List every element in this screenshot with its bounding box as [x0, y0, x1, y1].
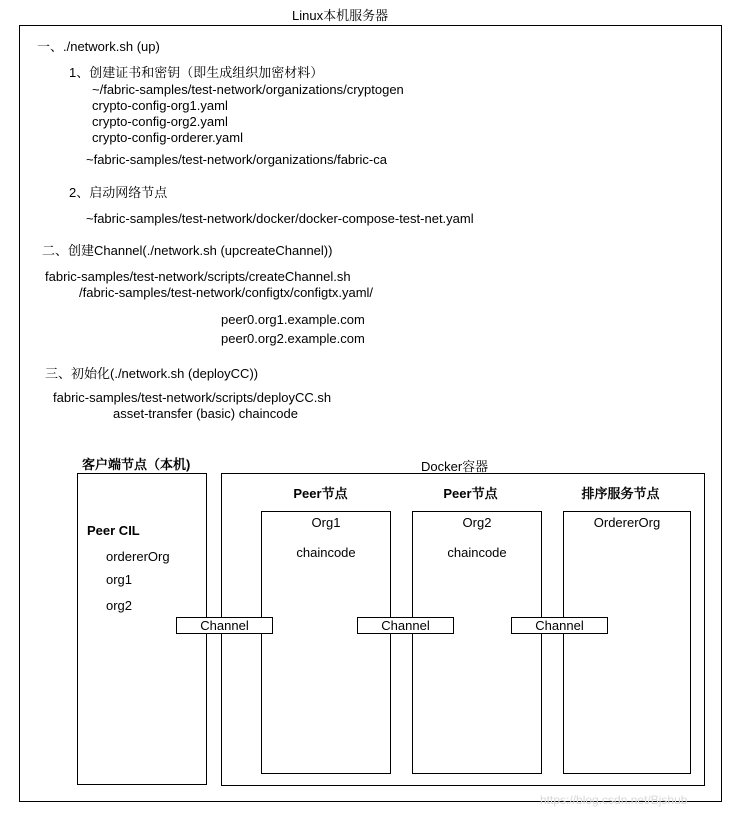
orderer-node-title: 排序服务节点 — [581, 486, 660, 501]
step-two-heading: 二、创建Channel(./network.sh (upcreateChannel)) — [42, 243, 333, 258]
crypto-config-org1: crypto-config-org1.yaml — [92, 98, 228, 113]
peer-node-org2-org: Org2 — [462, 515, 492, 530]
channel-org1-org2: Channel — [357, 617, 454, 634]
configtx-path: /fabric-samples/test-network/configtx/configtx.yaml/ — [79, 285, 374, 300]
peer-node-org2-title: Peer节点 — [443, 486, 498, 501]
cryptogen-path: ~/fabric-samples/test-network/organizations/cryptogen — [92, 82, 404, 97]
peer-node-org1-org: Org1 — [311, 515, 341, 530]
peer-node-org1-chaincode: chaincode — [296, 545, 356, 560]
step-three-heading: 三、初始化(./network.sh (deployCC)) — [45, 366, 259, 381]
channel-org2-orderer: Channel — [511, 617, 608, 634]
docker-title: Docker容器 — [421, 459, 489, 474]
client-item-org2: org2 — [106, 598, 133, 613]
orderer-node-org: OrdererOrg — [593, 515, 661, 530]
peer0-org1: peer0.org1.example.com — [221, 312, 365, 327]
peer-node-org2-chaincode: chaincode — [447, 545, 507, 560]
step-one-sub2-heading: 2、启动网络节点 — [69, 185, 168, 200]
client-item-ordererorg: ordererOrg — [106, 549, 170, 564]
crypto-config-orderer: crypto-config-orderer.yaml — [92, 130, 243, 145]
step-one-sub1-heading: 1、创建证书和密钥（即生成组织加密材料） — [69, 65, 324, 80]
docker-compose-path: ~fabric-samples/test-network/docker/docker-compose-test-net.yaml — [86, 211, 474, 226]
fabric-ca-path: ~fabric-samples/test-network/organizations/fabric-ca — [86, 152, 387, 167]
channel-client-org1: Channel — [176, 617, 273, 634]
peer-cli-label: Peer CIL — [87, 523, 140, 538]
create-channel-script: fabric-samples/test-network/scripts/createChannel.sh — [45, 269, 351, 284]
watermark-text: https://blog.csdn.net/Bjshub — [540, 793, 688, 807]
server-title: Linux本机服务器 — [292, 8, 389, 23]
peer-node-org1-title: Peer节点 — [293, 486, 348, 501]
client-title: 客户端节点（本机) — [82, 457, 191, 472]
deploycc-script: fabric-samples/test-network/scripts/deployCC.sh — [53, 390, 332, 405]
step-one-heading: 一、./network.sh (up) — [37, 39, 160, 54]
crypto-config-org2: crypto-config-org2.yaml — [92, 114, 228, 129]
peer0-org2: peer0.org2.example.com — [221, 331, 365, 346]
asset-transfer-chaincode: asset-transfer (basic) chaincode — [113, 406, 298, 421]
client-item-org1: org1 — [106, 572, 133, 587]
orderer-node — [563, 511, 691, 774]
